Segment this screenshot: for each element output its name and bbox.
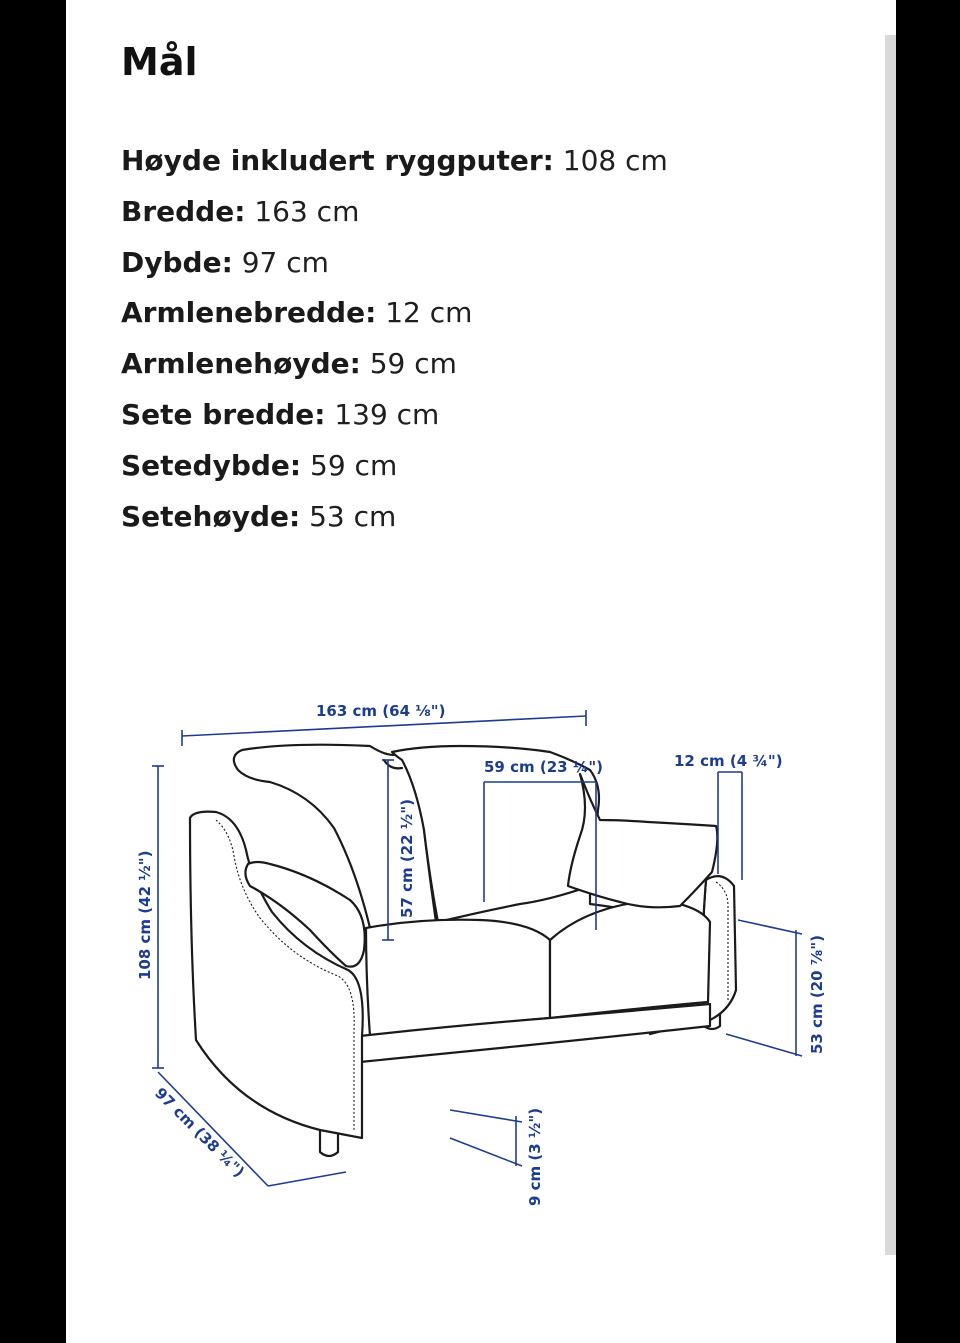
spec-label: Dybde:: [121, 245, 233, 279]
spec-label: Setedybde:: [121, 448, 302, 482]
seat-cushion-right: [550, 900, 710, 1018]
sofa-drawing: [190, 745, 736, 1156]
seat-depth-label: 59 cm (23 ¼"): [484, 758, 603, 776]
spec-label: Armlenehøyde:: [121, 347, 361, 381]
spec-label: Setehøyde:: [121, 499, 301, 533]
section-title: Mål: [121, 40, 198, 84]
spec-depth: [121, 238, 668, 289]
spec-width: [121, 187, 668, 238]
spec-label: Armlenebredde:: [121, 296, 377, 330]
width-label: 163 cm (64 ⅛"): [316, 702, 446, 720]
spec-value: 59 cm: [310, 448, 398, 482]
spec-seat-depth: [121, 441, 668, 492]
sofa-dimension-diagram: [120, 690, 840, 1230]
spec-seat-height: [121, 492, 668, 543]
spec-value: 12 cm: [385, 296, 473, 330]
spec-value: 97 cm: [241, 245, 329, 279]
seat-cushion-left: [366, 920, 550, 1036]
arm-width-label: 12 cm (4 ¾"): [674, 752, 783, 770]
seat-height-label: 53 cm (20 ⅞"): [808, 935, 826, 1054]
spec-label: Bredde:: [121, 194, 246, 228]
spec-list: [121, 136, 668, 542]
height-label: 108 cm (42 ½"): [136, 850, 154, 980]
armrest-left: [190, 812, 363, 1138]
spec-seat-width: [121, 390, 668, 441]
spec-value: 53 cm: [309, 499, 397, 533]
depth-label: 97 cm (38 ¼"): [151, 1084, 249, 1181]
spec-value: 163 cm: [254, 194, 360, 228]
spec-label: Høyde inkludert ryggputer:: [121, 144, 554, 177]
leg-height-label: 9 cm (3 ½"): [526, 1107, 544, 1206]
spec-value: 139 cm: [334, 397, 440, 431]
spec-armrest-height: [121, 339, 668, 390]
back-height-label: 57 cm (22 ½"): [398, 799, 416, 918]
scrollbar[interactable]: [885, 35, 896, 1255]
spec-value: 108 cm: [562, 144, 668, 177]
spec-armrest-width: [121, 288, 668, 339]
spec-value: 59 cm: [369, 347, 457, 381]
spec-height-incl-back-cushions: [121, 136, 668, 187]
spec-label: Sete bredde:: [121, 397, 326, 431]
